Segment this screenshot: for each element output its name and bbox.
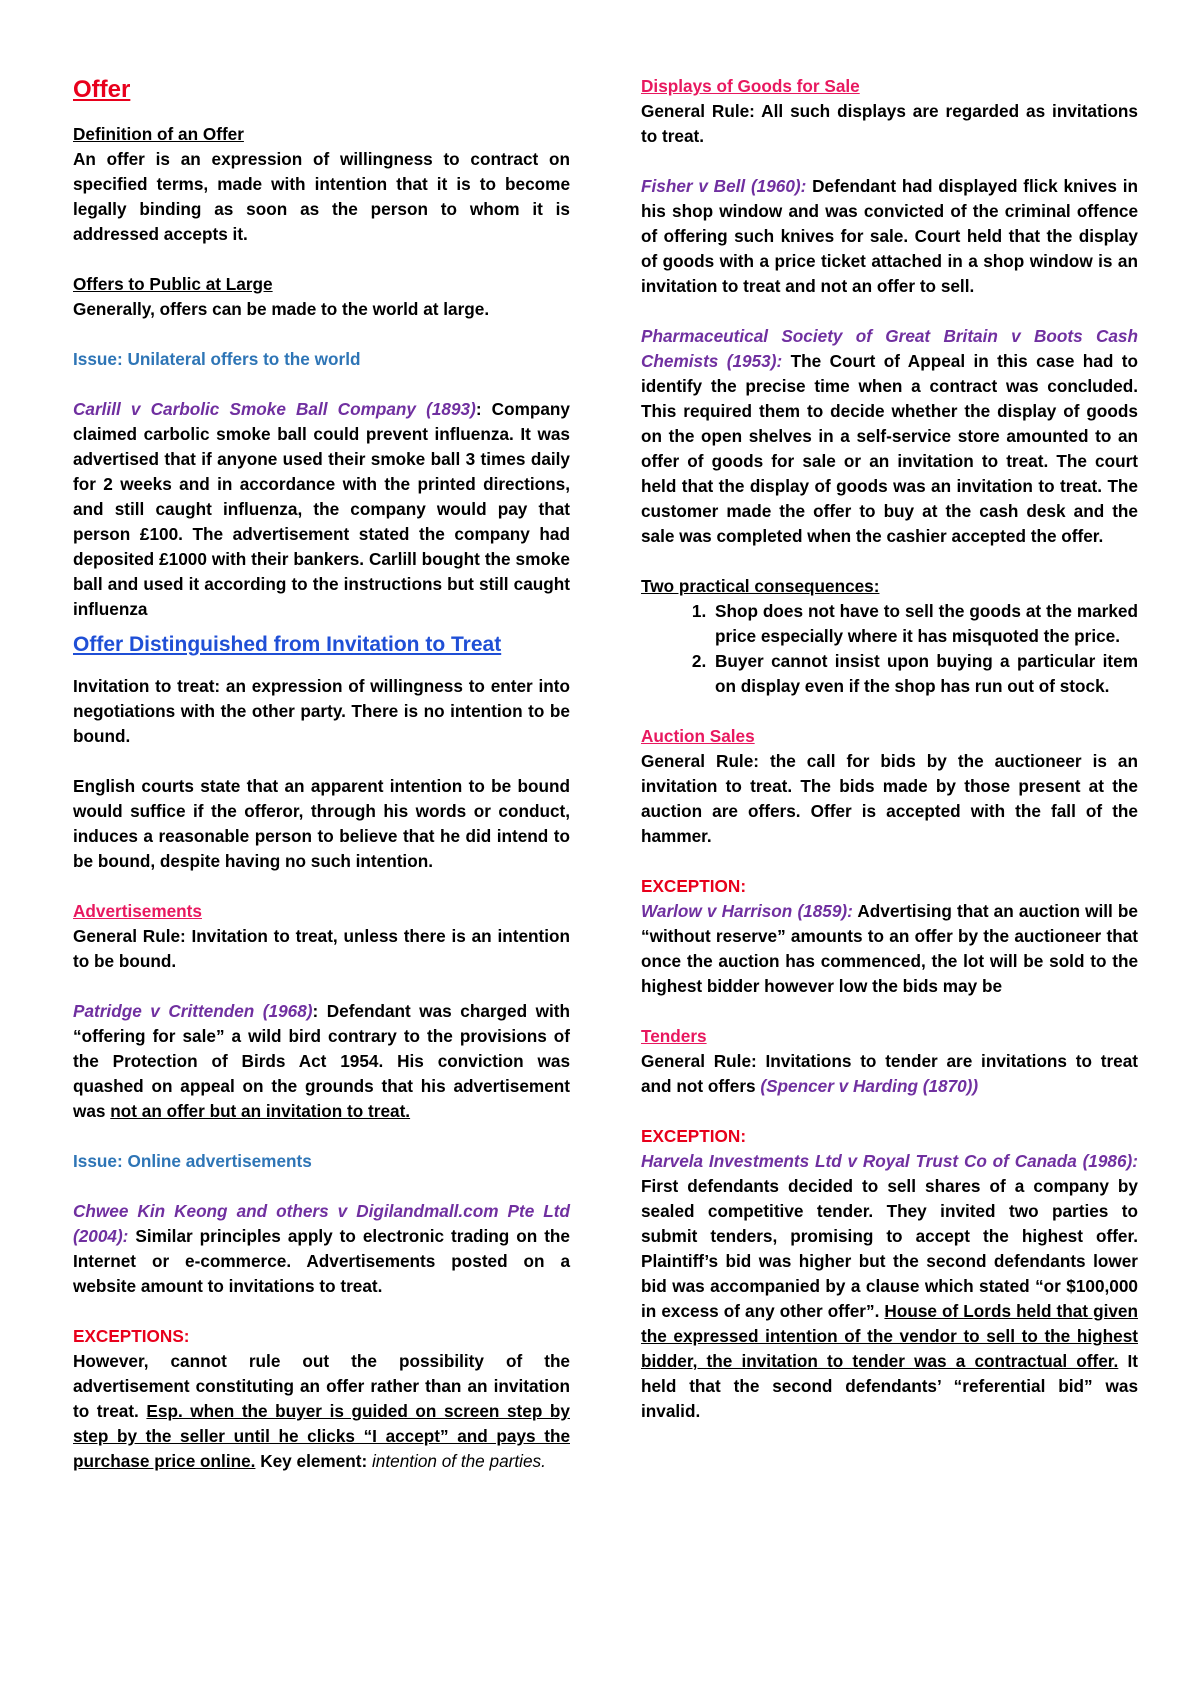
- warlow-case-name: Warlow v Harrison (1859):: [641, 901, 853, 921]
- definition-text: An offer is an expression of willingness to contract on specified terms, made with intention that it is to become legally binding as soon as the person to whom it is addressed accepts it.: [73, 149, 570, 244]
- exceptions-paragraph: [73, 1349, 570, 1474]
- spencer-case-name: (Spencer v Harding (1870)): [760, 1076, 979, 1096]
- issue-online-heading: Issue: Online advertisements: [73, 1151, 312, 1171]
- exception-harvela-heading: EXCEPTION:: [641, 1126, 747, 1146]
- itt-definition: Invitation to treat: an expression of willingness to enter into negotiations with the other party. There is no intention to be bound.: [73, 676, 570, 746]
- carlill-text: : Company claimed carbolic smoke ball could prevent influenza. It was advertised that if anyone used their smoke ball 3 times daily for 2 weeks and in accordance with the printed directions, and still caught influenza, the company would pay that person £100. The advertisement stated the company had deposited £1000 with their bankers. Carlill bought the smoke ball and used it according to the instructions but still caught influenza: [73, 399, 570, 619]
- patridge-underlined: not an offer but an invitation to treat.: [110, 1101, 411, 1121]
- english-courts-text: English courts state that an apparent intention to be bound would suffice if the offeror, through his words or conduct, induces a reasonable person to believe that he did intend to be bound, despite having no such intention.: [73, 776, 570, 871]
- page-title: Offer: [73, 76, 131, 103]
- advertisements-rule: General Rule: Invitation to treat, unless there is an intention to be bound.: [73, 926, 570, 971]
- left-column: [73, 74, 570, 1474]
- patridge-text: : Defendant was charged with “offering for sale” a wild bird contrary to the provisions of the Protection of Birds Act 1954. His conviction was quashed on appeal on the grounds that his advertisement was: [73, 1001, 570, 1121]
- consequence-item: 2. Buyer cannot insist upon buying a particular item on display even if the shop has run out of stock.: [711, 649, 1138, 699]
- key-element-value: intention of the parties.: [371, 1451, 546, 1471]
- public-offers-heading: Offers to Public at Large: [73, 274, 273, 294]
- boots-paragraph: [641, 324, 1138, 549]
- carlill-case-name: Carlill v Carbolic Smoke Ball Company (1893): [73, 399, 476, 419]
- boots-text: The Court of Appeal in this case had to identify the precise time when a contract was concluded. This required them to decide whether the display of goods on the open shelves in a self-service store amounted to an offer of goods for sale or an invitation to treat. The court held that the display of goods was an invitation to treat. The customer made the offer to buy at the cash desk and the sale was completed when the cashier accepted the offer.: [641, 351, 1138, 546]
- tenders-rule: General Rule: Invitations to tender are invitations to treat and not offers: [641, 1051, 1138, 1096]
- chwee-text: Similar principles apply to electronic trading on the Internet or e-commerce. Advertisements posted on a website amount to invitations to treat.: [73, 1226, 570, 1296]
- exceptions-text: However, cannot rule out the possibility of the advertisement constituting an offer rather than an invitation to treat.: [73, 1351, 570, 1421]
- exceptions-underlined: Esp. when the buyer is guided on screen step by step by the seller until he clicks “I accept” and pays the purchase price online.: [73, 1401, 570, 1471]
- displays-rule: General Rule: All such displays are regarded as invitations to treat.: [641, 101, 1138, 146]
- exception-warlow-heading: EXCEPTION:: [641, 876, 747, 896]
- warlow-text: Advertising that an auction will be “without reserve” amounts to an offer by the auctioneer that once the auction has commenced, the lot will be sold to the highest bidder however low the bids may be: [641, 901, 1138, 996]
- issue-unilateral-heading: Issue: Unilateral offers to the world: [73, 349, 361, 369]
- harvela-underlined: House of Lords held that given the expressed intention of the vendor to sell to the highest bidder, the invitation to tender was a contractual offer.: [641, 1301, 1138, 1371]
- harvela-end: It held that the second defendants’ “referential bid” was invalid.: [641, 1351, 1138, 1421]
- chwee-case-name: Chwee Kin Keong and others v Digilandmall.com Pte Ltd (2004):: [73, 1201, 570, 1246]
- right-column: [641, 74, 1138, 1424]
- auction-heading: Auction Sales: [641, 726, 755, 746]
- consequences-heading: Two practical consequences:: [641, 576, 880, 596]
- tenders-paragraph: [641, 1049, 1138, 1099]
- patridge-case-name: Patridge v Crittenden (1968): [73, 1001, 313, 1021]
- advertisements-heading: Advertisements: [73, 901, 202, 921]
- definition-heading: Definition of an Offer: [73, 124, 244, 144]
- tenders-heading: Tenders: [641, 1026, 707, 1046]
- consequence-item: 1. Shop does not have to sell the goods at the marked price especially where it has misquoted the price.: [711, 599, 1138, 649]
- fisher-paragraph: [641, 174, 1138, 299]
- exceptions-heading: EXCEPTIONS:: [73, 1326, 190, 1346]
- fisher-case-name: Fisher v Bell (1960):: [641, 176, 807, 196]
- consequences-list: [641, 599, 1138, 699]
- fisher-text: Defendant had displayed flick knives in his shop window and was convicted of the criminal offence of offering such knives for sale. Court held that the display of goods with a price ticket attached in a shop window is an invitation to treat and not an offer to sell.: [641, 176, 1138, 296]
- auction-rule: General Rule: the call for bids by the auctioneer is an invitation to treat. The bids made by those present at the auction are offers. Offer is accepted with the fall of the hammer.: [641, 751, 1138, 846]
- harvela-text: First defendants decided to sell shares of a company by sealed competitive tender. They invited two parties to submit tenders, promising to accept the highest offer. Plaintiff’s bid was higher but the second defendants lower bid was accompanied by a clause which stated “or $100,000 in excess of any other offer”.: [641, 1176, 1138, 1321]
- key-element-label: Key element:: [255, 1451, 372, 1471]
- harvela-paragraph: [641, 1149, 1138, 1424]
- boots-case-name: Pharmaceutical Society of Great Britain v Boots Cash Chemists (1953):: [641, 326, 1138, 371]
- displays-heading: Displays of Goods for Sale: [641, 76, 860, 96]
- itt-heading: Offer Distinguished from Invitation to Treat: [73, 633, 502, 656]
- warlow-paragraph: [641, 899, 1138, 999]
- patridge-paragraph: [73, 999, 570, 1124]
- harvela-case-name: Harvela Investments Ltd v Royal Trust Co of Canada (1986):: [641, 1151, 1138, 1171]
- chwee-paragraph: [73, 1199, 570, 1299]
- carlill-paragraph: [73, 397, 570, 622]
- public-offers-text: Generally, offers can be made to the world at large.: [73, 299, 490, 319]
